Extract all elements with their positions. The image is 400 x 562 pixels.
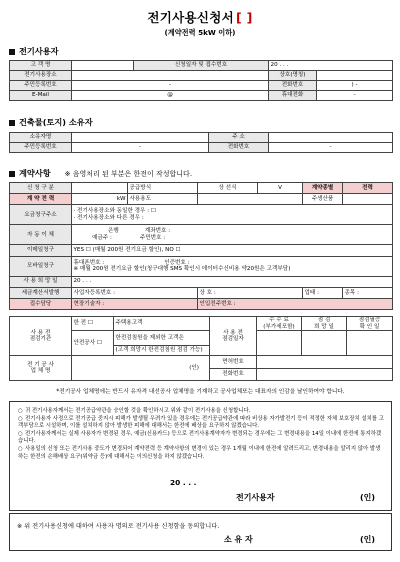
circle-bullet-icon: ○: [18, 445, 23, 452]
field-voltage[interactable]: V: [258, 183, 303, 194]
field-owner-address[interactable]: [269, 133, 393, 143]
form-subtitle: (계약전력 5kW 이하): [164, 28, 236, 37]
field-owner-resident-number[interactable]: -: [72, 143, 209, 153]
field-contractor-name[interactable]: (인): [72, 356, 210, 381]
terms-item: ○ 전기사용자께서는 실제 사용자가 변경된 경우, 예금(신용카드) 등으로 전기사용계약자가 변경되는 경우에는 그 변경내용을 14일 이내에 한전에 통지하겠습니다.: [18, 430, 382, 445]
square-bullet-icon: [9, 120, 15, 126]
field-usage-purpose[interactable]: [198, 194, 303, 205]
consent-owner-label: 소 유 자: [224, 535, 253, 544]
label-non-meter-reader: 한전검침원을 제외한 고객은: [114, 331, 210, 346]
field-contractor-phone[interactable]: [257, 368, 393, 381]
field-business-type[interactable]: 업태 :: [303, 287, 343, 298]
label-meter-reader-option: (고객 희망시 한전검침원 점검 가능): [114, 346, 210, 356]
field-business-number[interactable]: 사업자등록번호 :: [72, 287, 198, 298]
owner-consent-box: [9, 513, 392, 551]
field-supply-method[interactable]: 상 선식: [198, 183, 258, 194]
square-bullet-icon: [9, 49, 15, 55]
field-billing-address[interactable]: · 전기사용장소와 동일한 경우 : ☐ · 전기사용장소와 다른 경우 :: [72, 205, 393, 225]
label-mobile: 휴대전화: [269, 91, 317, 101]
circle-bullet-icon: ○: [18, 415, 23, 422]
field-owner-name[interactable]: [72, 133, 209, 143]
label-main-product: 주생산품: [303, 194, 343, 205]
terms-item: ○ 전기사용자 사정으로 전기공급 중지시 피해가 발생될 우려가 있을 경우에는 전기공급약관에 따라 비상용 자가발전기 등이 적정한 자체 보호장치 설치를 고객부담으로 시설하며, 이를 설치하지 않아 발생한 피해에 대해서는 한전에 배상을 요구하지 않겠습니다.: [18, 415, 384, 430]
consent-text: ※ 위 전기사용신청에 대하여 사용자 명의로 전기사용 신청함을 동의합니다.: [17, 523, 220, 530]
sign-user-seal[interactable]: (인): [360, 493, 376, 502]
field-pole-number: 인입전주번호 :: [198, 298, 393, 309]
label-billing-address: 요금청구주소: [10, 205, 72, 225]
table-user-info: [9, 60, 393, 101]
label-mobile-billing: 모바일청구: [10, 256, 72, 276]
label-contract-type: 계약종별: [303, 183, 343, 194]
field-usage-place[interactable]: [72, 71, 269, 81]
section-contract: 계약사항 ※ 음영처리 된 부분은 한전이 작성합니다.: [9, 168, 192, 179]
shaded-area-note: ※ 음영처리 된 부분은 한전이 작성합니다.: [64, 169, 193, 178]
field-contract-type: 전력: [343, 183, 393, 194]
label-tax-invoice: 세금계산서발행: [10, 287, 72, 298]
label-residential-customer: 주택용고객: [114, 317, 210, 331]
sign-user-label: 전기사용자: [236, 493, 275, 502]
label-fee: 수 수 료 (부가세포함): [257, 317, 302, 331]
field-certificate-date[interactable]: [347, 331, 393, 356]
label-usage-purpose: 사용용도: [128, 194, 198, 205]
field-fee[interactable]: [257, 331, 302, 356]
label-contractor-name: 전 기 공 사 업 체 명: [10, 356, 72, 381]
section-electricity-user: 전기사용자: [9, 46, 59, 57]
field-application-date[interactable]: 20 . . .: [269, 61, 393, 71]
label-certificate-date: 점검필증 확 인 일: [347, 317, 393, 331]
field-auto-transfer[interactable]: 은행 계좌번호 : 예금주 : 주민번호 :: [72, 225, 393, 245]
field-business-name[interactable]: 상 호 :: [198, 287, 303, 298]
label-inspection-date: 사 용 전 점검일자: [210, 317, 257, 356]
table-inspection-info: [9, 316, 393, 381]
field-business-item[interactable]: 종목 :: [343, 287, 393, 298]
label-reception-staff: 접수담당: [10, 298, 72, 309]
field-email-billing[interactable]: YES ☐ (매월 200원 전기요금 할인), NO ☐: [72, 245, 393, 256]
section-building-owner: 건축물(토지) 소유자: [9, 117, 93, 128]
label-resident-number: 주민등록번호: [10, 81, 72, 91]
label-email: E-Mail: [10, 91, 72, 101]
field-customer-name[interactable]: [72, 61, 134, 71]
field-trade-name[interactable]: [317, 71, 393, 81]
circle-bullet-icon: ○: [18, 430, 23, 437]
table-contract-info: [9, 182, 393, 310]
label-trade-name: 상호(명칭): [269, 71, 317, 81]
field-mobile[interactable]: -: [317, 91, 393, 101]
consent-owner-seal[interactable]: (인): [360, 535, 376, 544]
option-safety-corp[interactable]: 안전공사 ☐: [72, 331, 114, 356]
label-contract-power: 계 약 전 력: [10, 194, 72, 205]
label-owner-resident-number: 주민등록번호: [10, 143, 72, 153]
field-desired-date[interactable]: 20 . . .: [72, 276, 393, 287]
label-license-number: 면허번호: [210, 356, 257, 369]
label-email-billing: 이메일청구: [10, 245, 72, 256]
contractor-note: *전기공사 업체명에는 반드시 유자격 내선공사 업체명을 기재하고 공사업체또는 대표자의 인감을 날인하여야 합니다.: [56, 389, 345, 395]
terms-box: [9, 401, 392, 511]
label-auto-transfer: 자 동 이 체: [10, 225, 72, 245]
label-owner-name: 소유자명: [10, 133, 72, 143]
option-kepco[interactable]: 한 전 ☐: [72, 317, 114, 331]
form-title: 전기사용신청서 [ ]: [147, 10, 253, 25]
circle-bullet-icon: ○: [18, 408, 23, 414]
field-phone[interactable]: ) -: [317, 81, 393, 91]
field-application-type[interactable]: [72, 183, 128, 194]
field-contract-power[interactable]: kW: [72, 194, 128, 205]
field-license-number[interactable]: [257, 356, 393, 369]
label-owner-phone: 전화번호: [209, 143, 269, 153]
sign-date: 20 . . .: [170, 478, 197, 487]
label-phone: 전화번호: [269, 81, 317, 91]
field-field-engineer: 현장기술자 :: [72, 298, 198, 309]
label-usage-place: 전기사용장소: [10, 71, 72, 81]
label-desired-date: 사 용 희 망 일: [10, 276, 72, 287]
field-email[interactable]: @: [72, 91, 269, 101]
label-supply-method: 공급방식: [128, 183, 198, 194]
field-desired-inspection[interactable]: [302, 331, 347, 356]
square-bullet-icon: [9, 171, 15, 177]
label-customer-name: 고 객 명: [10, 61, 72, 71]
field-owner-phone[interactable]: -: [269, 143, 393, 153]
terms-item: ○ 귀 전기사용자께서는 전기공급약관을 승인할 것을 확인하시고 위와 같이 전기사용을 신청합니다.: [18, 408, 251, 414]
table-owner-info: [9, 132, 393, 153]
field-resident-number[interactable]: -: [72, 81, 269, 91]
label-application-type: 신 청 구 분: [10, 183, 72, 194]
label-desired-inspection: 점 검 희 망 일: [302, 317, 347, 331]
label-owner-address: 주 소: [209, 133, 269, 143]
label-application-date: 신청일자 및 접수번호: [134, 61, 269, 71]
field-mobile-billing[interactable]: 휴대폰번호 : 인증번호 : ※ 매월 200원 전기요금 할인(청구대행 SMS 확인시 데이터수신비용 약20원은 고객부담): [72, 256, 393, 276]
label-contractor-phone: 전화번호: [210, 368, 257, 381]
terms-item: ○ 사용일의 신청 또는 전기사용 중도가 변경되어 계약전력 등 계약사항의 변경이 있는 경우 1개월 이내에 한전에 알려드리고, 변경내용을 알리지 않아 발생하는 한전의 손해배상 요구(위약금 등)에 대해서는 이의신청을 하지 않겠습니다.: [18, 445, 381, 460]
label-inspection-agency: 사 용 전 점검기관: [10, 317, 72, 356]
field-main-product[interactable]: [343, 194, 393, 205]
